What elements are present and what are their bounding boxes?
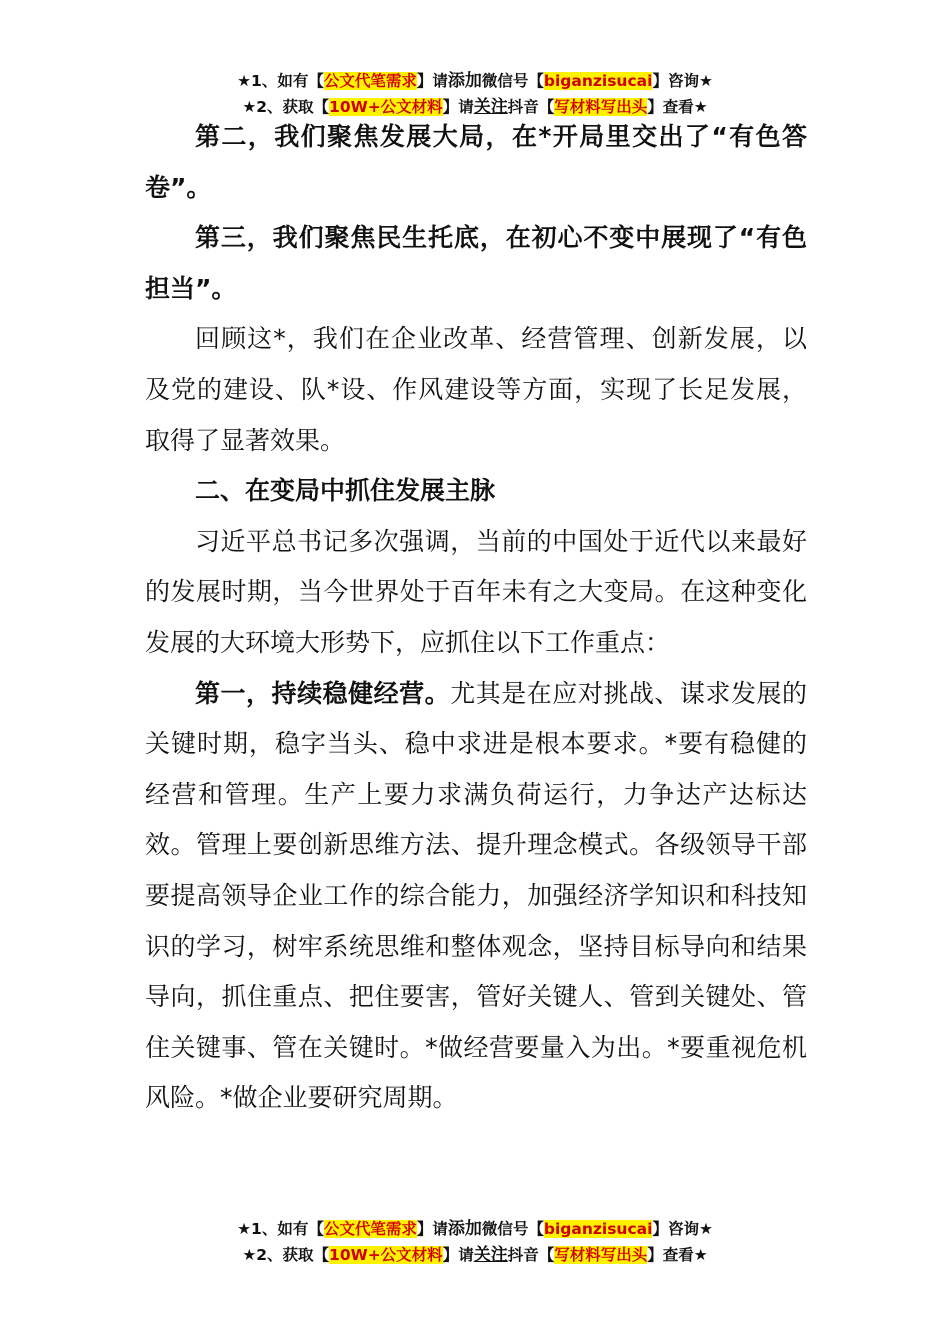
banner-text: 】请 xyxy=(416,1220,448,1238)
banner-text: 添加 xyxy=(447,1219,482,1239)
banner-text: 】咨询★ xyxy=(652,1220,713,1238)
banner-text: ★1、如有【 xyxy=(237,1220,324,1238)
paragraph: 回顾这*，我们在企业改革、经营管理、创新发展，以及党的建设、队*设、作风建设等方面，实现了长足发展，取得了显著效果。 xyxy=(145,324,807,455)
banner-text: 微信号【 xyxy=(481,1220,544,1238)
banner-highlight: 公文代笔需求 xyxy=(323,72,417,90)
banner-text: 抖音【 xyxy=(507,98,555,116)
paragraph-text: 尤其是在应对挑战、谋求发展的关键时期，稳字当头、稳中求进是根本要求。*要有稳健的经营和管理。生产上要力求满负荷运行，力争达产达标达效。管理上要创新思维方法、提升理念模式。各级领导干部要提高领导企业工作的综合能力，加强经济学知识和科技知识的学习，树牢系统思维和整体观念，坚持目标导向和结果导向，抓住重点、把住要害，管好关键人、管到关键处、管住关键事、管在关键时。*做经营要量入为出。*要重视危机风险。*做企业要研究周期。 xyxy=(145,678,807,1113)
banner-text: 】请 xyxy=(442,1246,474,1264)
banner-text: 】咨询★ xyxy=(652,72,713,90)
paragraph: 第三，我们聚焦民生托底，在初心不变中展现了“有色担当”。 xyxy=(145,223,807,303)
paragraph: 习近平总书记多次强调，当前的中国处于近代以来最好的发展时期，当今世界处于百年未有之大变局。在这种变化发展的大环境大形势下，应抓住以下工作重点： xyxy=(145,526,807,657)
footer-banner xyxy=(0,1216,950,1268)
banner-text: 】查看★ xyxy=(647,98,708,116)
banner-text: 关注 xyxy=(473,97,508,117)
banner-text: 抖音【 xyxy=(507,1246,555,1264)
document-body xyxy=(145,112,807,1124)
banner-line-2 xyxy=(0,1242,950,1268)
banner-highlight: 写材料写出头 xyxy=(554,98,648,116)
banner-text: 】查看★ xyxy=(647,1246,708,1264)
banner-text: 】请 xyxy=(416,72,448,90)
banner-highlight: 10W+公文材料 xyxy=(329,98,443,116)
banner-highlight: 10W+公文材料 xyxy=(329,1246,443,1264)
banner-text: 添加 xyxy=(447,71,482,91)
banner-text: 微信号【 xyxy=(481,72,544,90)
banner-highlight: 写材料写出头 xyxy=(554,1246,648,1264)
banner-highlight: biganzisucai xyxy=(543,1220,653,1238)
banner-highlight: 公文代笔需求 xyxy=(323,1220,417,1238)
banner-line-1 xyxy=(0,1216,950,1242)
banner-text: ★2、获取【 xyxy=(242,98,330,116)
banner-highlight: biganzisucai xyxy=(543,72,653,90)
banner-text: 】请 xyxy=(442,98,474,116)
paragraph xyxy=(145,669,807,1124)
banner-text: 关注 xyxy=(473,1245,508,1265)
paragraph-lead: 第一，持续稳健经营。 xyxy=(195,678,451,708)
paragraph: 第二，我们聚焦发展大局，在*开局里交出了“有色答卷”。 xyxy=(145,122,807,202)
section-heading: 二、在变局中抓住发展主脉 xyxy=(195,476,496,506)
banner-text: ★1、如有【 xyxy=(237,72,324,90)
banner-line-1 xyxy=(0,68,950,94)
banner-text: ★2、获取【 xyxy=(242,1246,330,1264)
